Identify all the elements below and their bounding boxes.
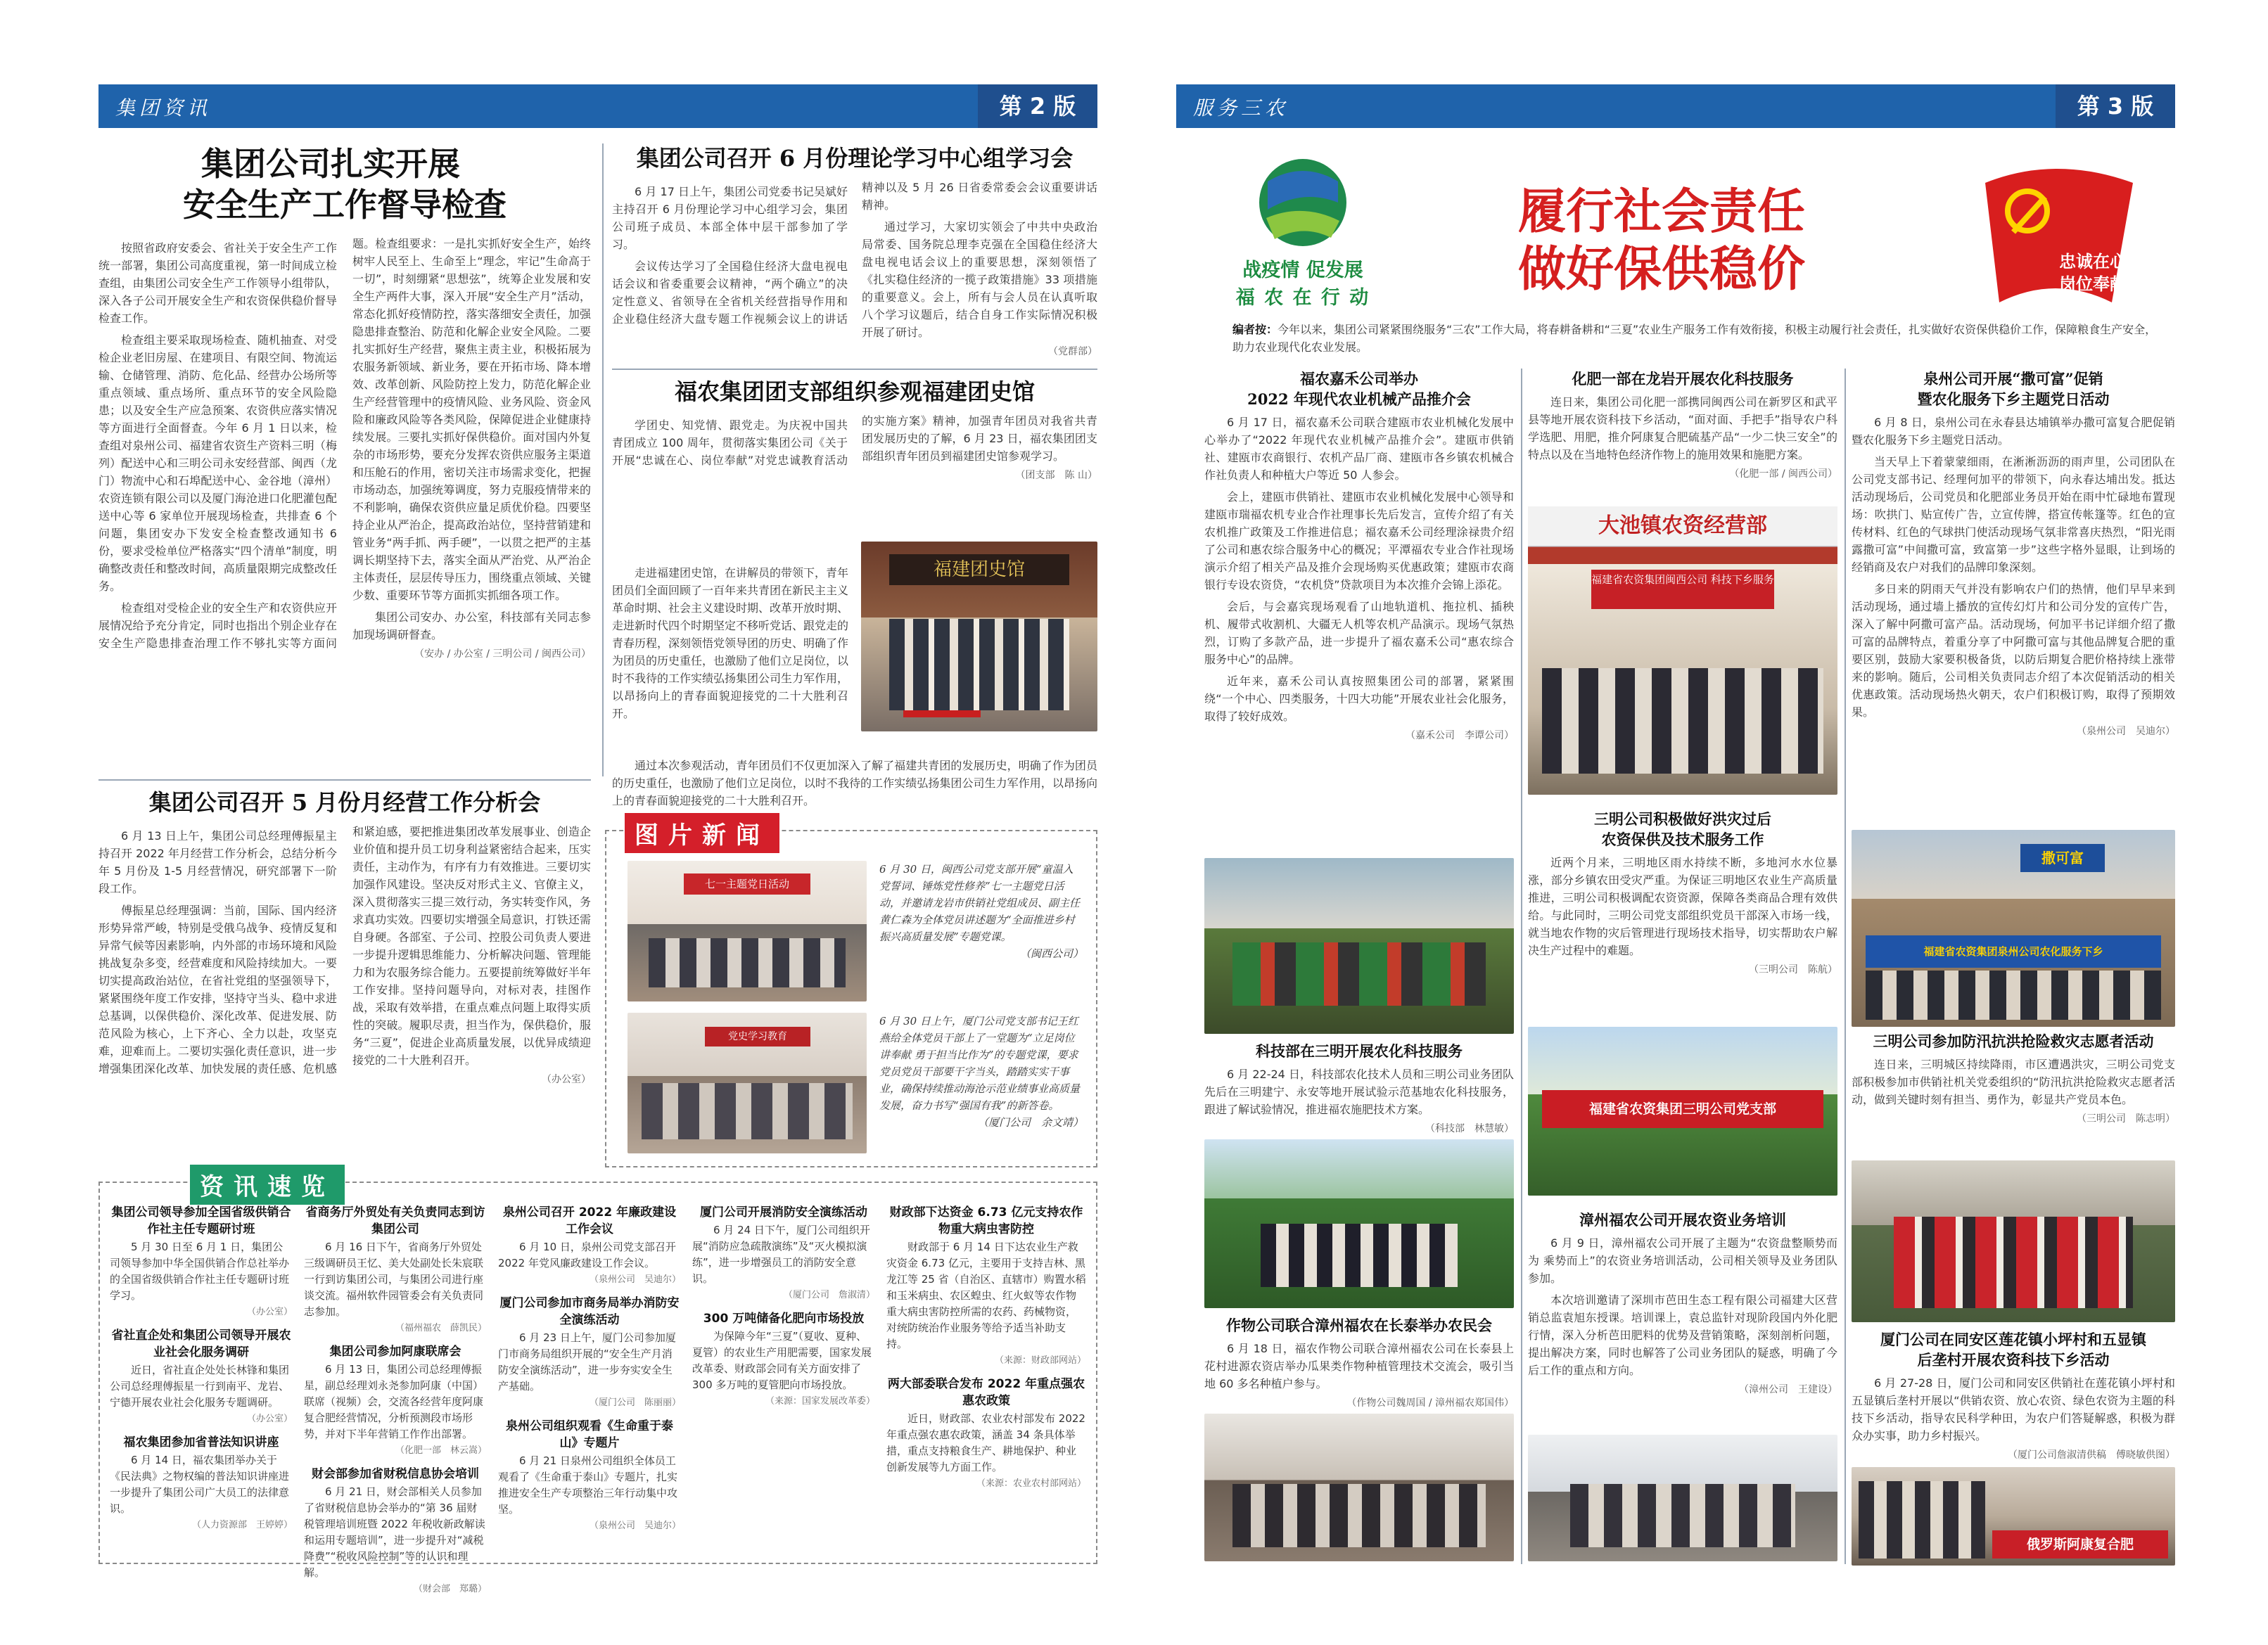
photo-youth-league-group [861,542,1097,731]
edition-number: 第 2 版 [978,84,1097,128]
brief-title: 省社直企处和集团公司领导开展农业社会化服务调研 [111,1329,291,1359]
article-title-line1: 泉州公司开展“撒可富”促销 [1923,370,2103,388]
field-people [1261,1224,1458,1287]
brief-title: 300 万吨储备化肥向市场投放 [703,1312,865,1326]
caption-byline: （闽西公司） [1019,947,1083,960]
article-title-line2: 暨农化服务下乡主题党日活动 [1917,390,2110,408]
article-paragraph: 通过本次参观活动，青年团员们不仅更加深入了解了福建共青团的发展历史，明确了作为团员的历史重任，也激励了他们立足岗位，以时不我待的工作实绩弘扬集团公司生力军作用，以昂扬向上的青春面貌迎接党的二十大胜利召开。 [612,759,1097,807]
article-byline: （嘉禾公司 李谭公司） [1406,730,1514,741]
theme-title-line2: 做好保供稳价 [1517,241,1805,297]
article-xiamen-villages [1852,1329,2175,1463]
brief-title: 厦门公司参加市商务局举办消防安全演练活动 [499,1296,680,1327]
article-title-line2: 农资保供及技术服务工作 [1601,831,1764,848]
article-sanming-tech [1204,1041,1514,1132]
brief-title: 财政部下达资金 6.73 亿元支持农作物重大病虫害防控 [889,1205,1083,1236]
sanming-banner: 福建省农资集团三明公司党支部 [1542,1090,1823,1128]
brief-title: 泉州公司组织观看《生命重于泰山》专题片 [506,1419,673,1450]
briefs-column-2 [304,1204,487,1594]
article-paragraph: 6 月 27-28 日，厦门公司和同安区供销社在莲花镇小坪村和五显镇后垄村开展以“供销农资、放心农资、绿色农资为主题的科技下乡活动，指导农民科学种田，为农户们答疑解惑，积极为群众办实事，助力乡村振兴。 [1852,1376,2175,1442]
group-people [889,619,1069,710]
article-paragraph: 近两个月来，三明地区雨水持续不断，多地河水水位暴涨，部分乡镇农田受灾严重。为保证三明地区农业生产高质量推进，三明公司积极调配农资资源，保障各类商品合理有效供给。与此同时，三明公司党支部组织党员干部深入市场一线，就当地农作物的灾后管理进行现场技术指导，切实帮助农户解决生产过程中的难题。 [1528,856,1837,957]
brief-title: 厦门公司开展消防安全演练活动 [700,1205,867,1220]
edition-number: 第 3 版 [2056,84,2175,128]
article-paragraph: 检查组对受检企业的安全生产和农资供应开展情况给予充分肯定，同时也指出个别企业存在安全生产隐患排查治理工作不够扎实等方面问题。检查组要求：一是扎实抓好安全生产，始终树牢人民至上、生命至上“理念，牢记”生命高于一切”，时刻绷紧“思想弦”，统筹企业发展和安全生产两件大事，深入开展“安全生产月”活动，常态化抓好疫情防控，落实落细安全责任，加强隐患排查整治、防范和化解企业安全风险。二要扎实抓好生产经营，聚焦主责主业，积极拓展为农服务新领域、新业务，要在开拓市场、降本增效、改革创新、风险防控上发力，防范化解企业生产经营管理中的疫情风险、业务风险、资金风险和廉政风险等各类风险，保障促进企业健康持续发展。三要扎实抓好保供稳价。面对国内外复杂的市场形势，要充分发挥农资供应服务主渠道和压舱石的作用，密切关注市场需求变化，把握市场动态，加强统筹调度，努力克服疫情带来的不利影响，确保农资供应量足质优价稳。四要坚持企业从严治企，提高政治站位，坚持营销建和管业务“两手抓、两手硬”，一以贯之把严的主基调长期坚持下去，落实全面从严治党、从严治企主体责任，层层传导压力，围绕重点领域、关键少数、重要环节等方面抓实抓细各项工作。 [98,237,591,650]
article-paragraph: 6 月 8 日，泉州公司在永春县达埔镇举办撒可富复合肥促销暨农化服务下乡主题党日活动。 [1852,416,2175,447]
article-byline: （漳州公司 王建设） [1739,1384,1837,1395]
photo-news-tag [625,813,779,853]
article-paragraph: 近年来，嘉禾公司认真按照集团公司的部署，紧紧围绕“一个中心、四类服务，十四大功能”开展农业社会化服务，取得了较好成效。 [1204,674,1514,723]
article-paragraph: 走进福建团史馆，在讲解员的带领下，青年团员们全面回顾了一百年来共青团在新民主主义革命时期、社会主义建设时期、改革开放时期、走进新时代四个时期坚定不移听党话、跟党走的青春历程，深刻领悟党领导团的历史、明确了作为团员的历史重任，也激励了他们立足岗位，以时不我待的工作实绩弘扬集团公司生力军作用，以昂扬向上的青春面貌迎接党的二十大胜利召开。 [612,566,849,720]
photo-flood-volunteers [1852,1160,2175,1322]
brief-title: 财会部参加省财税信息协会培训 [312,1467,479,1481]
meeting-banner: 七一主题党日活动 [684,873,810,895]
brief-text: 近日，财政部、农业农村部发布 2022 年重点强农惠农政策，涵盖 34 条具体举措，重点支持粮食生产、耕地保护、种业创新发展等九方面工作。 [886,1412,1085,1473]
section-title: 服务三农 [1193,96,1289,120]
photo-caption [879,861,1083,1001]
museum-sign: 福建团史馆 [889,554,1069,585]
product-banner: 俄罗斯阿康复合肥 [1992,1530,2168,1558]
brief-text: 6 月 23 日上午，厦门公司参加厦门市商务局组织开展的“安全生产月消防安全演练活动”，进一步夯实安全生产基础。 [498,1331,676,1393]
brief-title: 省商务厅外贸处有关负责同志到访集团公司 [305,1205,485,1236]
article-byline: （泉州公司 吴迪尔） [2077,726,2175,737]
photo-changtai-meeting [1204,1414,1514,1561]
article-paragraph: 6 月 18 日，福农作物公司联合漳州福农公司在长泰县上花村进源农资店举办瓜果类作物种植管理技术交流会，吸引当地 60 多名种植户参与。 [1204,1342,1514,1390]
article-longyan-agro [1528,369,1837,502]
brief-byline: （办公室） [246,1307,293,1317]
brief-byline: （化肥一部 林云嵩） [395,1445,487,1456]
brief-byline: （来源：农业农村部网站） [976,1478,1086,1489]
brief-byline: （来源：国家发展改革委） [765,1396,875,1407]
article-changtai-meeting [1204,1315,1514,1407]
brief-title: 泉州公司召开 2022 年廉政建设工作会议 [502,1205,677,1236]
article-title: 集团公司召开 6 月份理论学习中心组学习会 [636,145,1074,172]
training-attendees [1570,1484,1795,1547]
logo-party-loyalty [1971,155,2147,316]
article-safety-inspection [98,143,591,826]
photo-zhangzhou-training [1528,1435,1837,1561]
article-paragraph: 连日来，三明城区持续降雨，市区遭遇洪灾，三明公司党支部积极参加市供销社机关党委组织的“防汛抗洪抢险救灾志愿者活动，做到关键时刻有担当、勇作为，彰显共产党员本色。 [1852,1058,2175,1106]
photo-caption [879,1013,1083,1160]
article-flood-volunteers [1852,1031,2175,1158]
briefs-column-3 [498,1204,681,1556]
page-2 [98,84,1097,1594]
article-title: 漳州福农公司开展农资业务培训 [1579,1211,1786,1229]
article-title-line1: 三明公司积极做好洪灾过后 [1594,810,1771,828]
editor-note-text: 今年以来，集团公司紧紧围绕服务“三农”工作大局，将春耕备耕和“三夏”农业生产服务工作有效衔接，积极主动履行社会责任，扎实做好农资保供稳价工作，保障粮食生产安全，助力农业现代化农业发展。 [1232,323,2157,354]
volunteer-group [1894,1217,2133,1308]
store-sign: 大池镇农资经营部 [1528,506,1837,546]
article-byline: （党群部） [1048,346,1097,357]
brief-byline: （人力资源部 王婷婷） [191,1520,293,1530]
article-title: 作物公司联合漳州福农在长泰举办农民会 [1226,1317,1492,1334]
article-paragraph: 多日来的阴雨天气并没有影响农户们的热情，他们早早来到活动现场，通过墙上播放的宣传幻灯片和公司分发的宣传广告，深入了解中阿撒可富产品。活动现场，何加平书记详细介绍了撒可富的品牌特点，着重分享了中阿撒可富与其他品牌复合肥的重要区别，鼓励大家要积极备货，以防后期复合肥价格持续上涨带来的影响。随后，公司相关负责同志介绍了本次促销活动的相关优惠政策。活动现场热火朝天，农户们积极订购，取得了预期效果。 [1852,582,2175,719]
briefs-column-5 [886,1204,1086,1556]
brief-text: 近日，省社直企处处长林锋和集团公司总经理傅振星一行到南平、龙岩、宁德开展农业社会化服务专题调研。 [110,1364,290,1409]
article-paragraph: 6 月 9 日，漳州福农公司开展了主题为“农资盘整顺势而为 乘势而上”的农资业务培训活动，公司相关领导及业务团队参加。 [1528,1236,1837,1285]
meeting-audience [1232,1484,1486,1547]
brief-byline: （来源：财政部网站） [994,1355,1086,1366]
briefs-column-1 [110,1204,293,1556]
brief-title: 福农集团参加省普法知识讲座 [123,1435,279,1449]
article-byline: （办公室） [542,1074,591,1085]
article-title: 科技部在三明开展农化科技服务 [1256,1042,1463,1060]
article-title: 三明公司参加防汛抗洪抢险救灾志愿者活动 [1873,1032,2154,1050]
globe-logo-icon [1218,153,1387,252]
article-title: 福农集团团支部组织参观福建团史馆 [674,378,1035,405]
article-paragraph: 检查组主要采取现场检查、随机抽查、对受检企业老旧房屋、在建项目、有限空间、物流运输、仓储管理、消防、危化品、经营办公场所等重点领域、重点场所、重点环节的安全风险隐患；以及安全生产应急预案、农资供应落实情况等方面进行全面督查。今年 6 月 1 日以来，检查组对泉州公司、福建省农资生产资料三明（梅列）配送中心和三明公司永安经营部、闽西（龙门）物流中心和石埠配送中心、金谷地（漳州）农资连锁有限公司以及厦门海沧进口化肥灌包配送中心等 6 家单位开展现场检查，共排查 6 个问题，集团安办下发安全检查整改通知书 6 份，要求受检单位严格落实“四个清单”制度，明确整改责任和整改时间，高质量限期完成整改任务。 [98,333,337,593]
article-title-line2: 后垄村开展农资科技下乡活动 [1917,1351,2110,1369]
section-title: 集团资讯 [115,96,212,120]
logo-text-line2: 福 农 在 行 动 [1235,287,1370,309]
event-people [1866,971,2161,1020]
article-paragraph: 6 月 22-24 日，科技部农化技术人员和三明公司业务团队先后在三明建宁、永安等地开展试验示范基地农化科技服务，跟进了解试验情况，推进福农施肥技术方案。 [1204,1068,1514,1116]
article-byline: （化肥一部 / 闽西公司） [1729,468,1837,480]
article-title: 集团公司召开 5 月份月经营工作分析会 [148,789,541,816]
store-people [1542,668,1823,774]
lecture-attendees [642,1083,853,1139]
brand-sign: 撒可富 [2020,844,2105,872]
article-paragraph: 通过学习，大家切实领会了中共中央政治局常委、国务院总理李克强在全国稳住经济大盘电视电话会议上的重要思想，深刻领悟了《扎实稳住经济的一揽子政策措施》33 项措施的重要意义。会上，所有与会人员在认真听取八个学习议题后，结合自身工作实际情况积极开展了研讨。 [862,220,1097,339]
caption-text: 6 月 30 日，闽西公司党支部开展“童温入党誓词、锤炼党性修养”七一主题党日活动，并邀请龙岩市供销社党组成员、副主任黄仁森为全体党员讲述题为“全面推进乡村振兴高质量发展”专题党课。 [879,863,1081,943]
brief-byline: （泉州公司 吴迪尔） [589,1521,681,1531]
brief-byline: （泉州公司 吴迪尔） [589,1274,681,1285]
meeting-attendees [649,938,846,987]
article-byline: （三明公司 陈航） [1749,964,1837,975]
article-youth-league-tail [612,753,1097,807]
article-paragraph: 连日来，集团公司化肥一部携同闽西公司在新罗区和武平县等地开展农资科技下乡活动，“面对面、手把手”指导农户科学选肥、用肥，推介阿康复合肥硫基产品“一少二快三安全”的特点以及在当地特色经济作物上的施用效果和施肥方案。 [1528,395,1837,461]
article-byline: （厦门公司詹淑清供稿 傅晓敏供图） [2008,1449,2175,1461]
page-header [98,84,1097,128]
brief-text: 6 月 21 日，财会部相关人员参加了省财税信息协会举办的“第 36 届财税管理培训班暨 2022 年税收新政解读和运用专题培训”，进一步提升对“减税降费”“税收风险控制”等的认识和理解。 [304,1485,485,1579]
article-theory-study [612,143,1097,361]
article-byline: （安办 / 办公室 / 三明公司 / 闽西公司） [414,648,591,660]
column-divider [1845,369,1846,1564]
brief-title: 集团公司领导参加全国省级供销合作社主任专题研讨班 [111,1205,291,1236]
article-byline: （三明公司 陈志明） [2077,1113,2175,1125]
service-banner: 福建省农资集团闽西公司 科技下乡服务 [1591,570,1774,609]
photo-party-lecture [627,1013,867,1153]
caption-byline: （厦门公司 余文靖） [977,1116,1083,1129]
brief-text: 为保障今年“三夏”（夏收、夏种、夏管）的农业生产用肥需要，国家发展改革委、财政部会同有关方面安排了 300 多万吨的夏管肥向市场投放。 [692,1330,872,1391]
caption-text: 6 月 30 日上午，厦门公司党支部书记王红燕给全体党员干部上了一堂题为“立足岗位讲奉献 勇于担当比作为”的专题党课，要求党员党员干部要干字当头，踏踏实实干事业，确保持续推动海沧示范业绩事业高质量发展，奋力书写“强国有我”的新答卷。 [879,1015,1081,1112]
article-title-line1: 厦门公司在同安区莲花镇小坪村和五显镇 [1880,1331,2146,1348]
brief-byline: （厦门公司 詹淑清） [783,1290,875,1300]
article-paragraph: 本次培训邀请了深圳市芭田生态工程有限公司福建大区营销总监袁旭东授课。培训课上，袁总监针对现阶段国内外化肥行情，深入分析芭田肥料的优势及营销策略，深刻剖析问题，提出解决方案，同时也解答了公司业务团队的疑惑，明确了今后工作的重点和方向。 [1528,1293,1837,1377]
logo-text-line1: 战疫情 促发展 [1242,260,1363,281]
article-sanming-flood-supply [1528,809,1837,1020]
logo-slogan-line2: 岗位奉献 [2059,274,2127,294]
row-divider [612,369,1097,370]
brief-text: 6 月 13 日，集团公司总经理傅振星，副总经理刘永尧参加阿康（中国）联席（视频）会，交流各经营年度阿康复合肥经营情况，分析预测段市场形势，并对下半年营销工作作出部署。 [304,1363,484,1440]
article-paragraph: 6 月 13 日上午，集团公司总经理傅振星主持召开 2022 年月经营工作分析会，总结分析今年 5 月份及 1-5 月经营情况，研究部署下一阶段工作。 [98,829,337,895]
brief-byline: （厦门公司 陈丽丽） [589,1397,681,1408]
article-monthly-analysis [98,788,591,1160]
photo-longyan-store [1528,506,1837,795]
briefs-tag-label: 资讯速览 [190,1165,345,1205]
article-paragraph: 当天早上下着蒙蒙细雨，在淅淅沥沥的雨声里，公司团队在公司党支部书记、经理何加平的带领下，向永春达埔出发。抵达活动现场后，公司党员和化肥部业务员开始在雨中忙碌地布置现场：吹拱门、贴宣传广告，立宣传牌，搭宣传帐篷等。红色的宣传材料、红色的气球拱门使活动现场气氛非常喜庆热烈，“阳光雨露撒可富”中间撒可富，致富第一步”这些字格外显眼，让到场的经销商及农户对我们的品牌印象深刻。 [1852,455,2175,574]
brief-text: 6 月 16 日下午，省商务厅外贸处三级调研员王忆、美大处副处长朱宸联一行到访集团公司，与集团公司进行座谈交流。福州软件园管委会有关负责同志参加。 [304,1241,484,1318]
brief-byline: （财会部 郑璐） [413,1584,487,1594]
brief-text: 财政部于 6 月 14 日下达农业生产救灾资金 6.73 亿元，主要用于支持吉林、黑龙江等 25 省（自治区、直辖市）购置水稻和玉米病虫、农区蝗虫、红火蚁等农作物重大病虫害防控所需的农药、药械物资，对统防统治作业服务等给予适当补助支持。 [886,1241,1086,1350]
article-byline: （科技部 林慧敏） [1425,1123,1514,1134]
article-title-line1: 集团公司扎实开展 [201,145,460,183]
main-theme-title [1444,183,1880,302]
article-quanzhou-promo [1852,369,2175,826]
article-paragraph: 学团史、知党情、跟党走。为庆祝中国共青团成立 100 周年，贯彻落实集团公司《关于开展“忠诚在心、岗位奉献”对党忠诚教育活动的实施方案》精神，加强青年团员对我省共青团发展历史的了解，6 月 23 日，福农集团团支部组织青年团员到福建团史馆参观学习。 [612,414,1097,467]
article-title-line1: 福农嘉禾公司举办 [1300,370,1418,388]
photo-machinery-demo [1204,858,1514,1034]
editor-note-label: 编者按： [1232,323,1278,336]
article-title-line2: 安全生产工作督导检查 [183,186,507,224]
column-divider [602,143,604,776]
photo-sanming-banner [1528,1027,1837,1196]
article-paragraph: 会后，与会嘉宾现场观看了山地轨道机、拖拉机、插秧机、履带式收割机、大疆无人机等农机产品演示。现场气氛热烈，订购了多款产品，进一步提升了福农嘉禾公司“惠农综合服务中心”的品牌。 [1204,600,1514,666]
article-paragraph: 会上，建瓯市供销社、建瓯市农业机械化发展中心领导和建瓯市瑞福农机专业合作社理事长先后发言，宣传介绍了有关农机推广政策及工作推进信息；福农嘉禾公司经理涂禄贵介绍了公司和惠农综合服务中心的概况；平潭福农专业合作社现场演示介绍了相关产品及推介会现场购买优惠政策；建瓯市农商银行专设农资贷，“农机贷”贷款项目为本次推介会锦上添花。 [1204,490,1514,591]
photo-tech-service-field [1204,1139,1514,1308]
article-paragraph: 按照省政府安委会、省社关于安全生产工作统一部署，集团公司高度重视，第一时间成立检查组，由集团公司安全生产工作领导小组带队，深入各子公司开展安全生产和农资保供稳价督导检查工作。 [98,241,337,325]
article-machinery-fair [1204,369,1514,854]
brief-text: 6 月 10 日，泉州公司党支部召开 2022 年党风廉政建设工作会议。 [498,1241,676,1269]
photo-news-tag-label: 图片新闻 [625,813,779,853]
article-title: 化肥一部在龙岩开展农化科技服务 [1572,370,1794,388]
brief-text: 6 月 21 日泉州公司组织全体员工观看了《生命重于泰山》专题片，扎实推进安全生产专项整治三年行动集中攻坚。 [498,1454,678,1516]
article-paragraph: 傅振星总经理强调：当前，国际、国内经济形势异常严峻，特别是受俄乌战争、疫情反复和异常气候等因素影响，内外部的市场环境和风险挑战复杂多变，经营难度和风险持续加大。一要切实提高政治站位，在省社党组的坚强领导下，紧紧围绕年度工作安排，坚持守当头、稳中求进总基调，以保供稳价、深化改革、促进发展、防范风险为核心，上下齐心、全力以赴，攻坚克难，迎难而上。二要切实强化责任意识，进一步增强集团深化改革、加快发展的责任感、危机感和紧迫感，要把推进集团改革发展事业、创造企业价值和提升员工切身利益紧密结合起来，压实责任，主动作为，有序有力有效推进。三要切实加强作风建设。坚决反对形式主义、官僚主义，深入贯彻落实三提三效行动，务实转变作风，务求真功实效。四要切实增强全局意识，打铁还需自身硬。各部室、子公司、控股公司负责人要进一步提升逻辑思维能力、分析解决问题、管理能力和为农服务综合能力。五要提前统筹做好半年工作安排。坚持问题导向，对标对表，挂图作战，采取有效举措，在重点难点问题上取得实质性的突破。履职尽责，担当作为，保供稳价，服务“三夏”，促进企业高质量发展，以优异成绩迎接党的二十大胜利召开。 [98,825,591,1075]
column-divider [1521,369,1522,1564]
village-people [1859,1481,1985,1558]
machinery-row [1232,942,1486,1006]
brief-text: 6 月 24 日下午，厦门公司组织开展“消防应急疏散演练”及“灭火模拟演练”，进一步增强员工的消防安全意识。 [692,1224,870,1285]
photo-party-day-meeting [627,861,867,1001]
photo-quanzhou-event [1852,830,2175,1027]
brief-text: 6 月 14 日，福农集团举办关于《民法典》之物权编的普法知识讲座进一步提升了集团公司广大员工的法律意识。 [110,1454,290,1515]
article-paragraph: 6 月 17 日，福农嘉禾公司联合建瓯市农业机械化发展中心举办了“2022 年现代农业机械产品推介会”。建瓯市供销社、建瓯市农商银行、农机产品厂商、建瓯市各乡镇农机械合作社负责人和种植大户等近 50 人参会。 [1204,416,1514,482]
logo-slogan-line1: 忠诚在心 [2059,252,2127,271]
article-title-line2: 2022 年现代农业机械产品推介会 [1247,390,1471,408]
page-3 [1176,84,2175,1568]
row-divider [98,779,591,781]
photo-xiamen-villages [1852,1467,2175,1566]
brief-text: 5 月 30 日至 6 月 1 日，集团公司领导参加中华全国供销合作总社举办的全国省级供销合作社主任专题研讨班学习。 [110,1241,290,1302]
event-banner: 福建省农资集团泉州公司农化服务下乡 [1866,935,2161,968]
editor-note [1232,321,2161,360]
logo-fight-epidemic [1218,153,1387,308]
article-byline: （作物公司魏周国 / 漳州福农郑国伟） [1346,1397,1514,1409]
brief-byline: （办公室） [246,1414,293,1424]
lecture-banner: 党史学习教育 [705,1027,810,1046]
theme-title-line1: 履行社会责任 [1517,184,1805,240]
article-zhangzhou-training [1528,1210,1837,1428]
brief-title: 集团公司参加阿康联席会 [329,1345,461,1359]
brief-byline: （福州福农 薛凯民） [395,1323,487,1333]
briefs-tag [190,1165,345,1205]
brief-title: 两大部委联合发布 2022 年重点强农惠农政策 [887,1377,1085,1408]
page-header [1176,84,2175,128]
article-paragraph: 6 月 17 日上午，集团公司党委书记吴斌好主持召开 6 月份理论学习中心组学习会，集团公司班子成员、本部全体中层干部参加了学习。 [612,185,848,251]
article-byline: （团支部 陈 山） [1015,470,1097,481]
article-paragraph: 集团公司安办、办公室，科技部有关同志参加现场调研督查。 [352,610,591,641]
briefs-column-4 [692,1204,875,1556]
article-paragraph: 会议传达学习了全国稳住经济大盘电视电话会议和省委重要会议精神，“两个确立”的决定性意义、省领导在全省机关经营指导作用和企业稳住经济大盘专题工作视频会议上的讲话精神以及 5 月 26 日省委常委会会议重要讲话精神。 [612,181,1097,326]
